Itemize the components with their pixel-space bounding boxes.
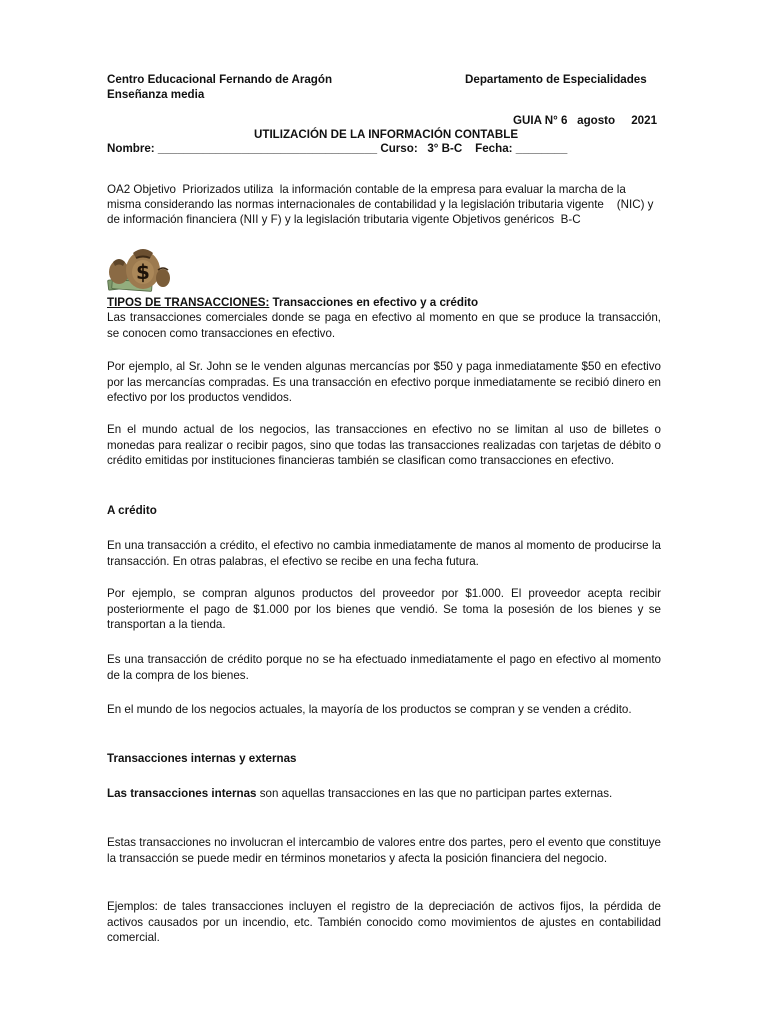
internal-paragraph-1 bbox=[107, 786, 661, 802]
credit-paragraph-1: En una transacción a crédito, el efectivo no cambia inmediatamente de manos al momento de producirse la transacción. En otras palabras, el efectivo se recibe en una fecha futura. bbox=[107, 539, 661, 568]
credit-paragraph-3: Es una transacción de crédito porque no se ha efectuado inmediatamente el pago en efectivo al momento de la compra de los bienes. bbox=[107, 653, 661, 682]
cash-paragraph-3: En el mundo actual de los negocios, las transacciones en efectivo no se limitan al uso de billetes o monedas para realizar o recibir pagos, sino que todas las transacciones realizadas con tarjetas de débito o crédito emitidas por instituciones financieras también se clasifican como transacciones en efectivo. bbox=[107, 423, 661, 467]
internal-external-heading: Transacciones internas y externas bbox=[107, 752, 297, 765]
school-name: Centro Educacional Fernando de Aragón bbox=[107, 73, 333, 86]
credit-heading: A crédito bbox=[107, 504, 157, 517]
objective-text: OA2 Objetivo Priorizados utiliza la información contable de la empresa para evaluar la marcha de la misma considerando las normas internacionales de contabilidad y la legislación tributaria vigente (NIC) y de información financiera (NII y F) y la legislación tributaria vigente Objetivos genéricos B-C bbox=[107, 183, 657, 226]
guide-number: GUIA N° 6 agosto 2021 bbox=[513, 114, 658, 127]
svg-text:$: $ bbox=[136, 260, 150, 284]
money-bag-icon bbox=[106, 242, 170, 292]
section-title-rest: Transacciones en efectivo y a crédito bbox=[269, 296, 479, 309]
department-name: Departamento de Especialidades bbox=[465, 73, 647, 86]
student-form-line: Nombre: __________________________________ Curso: 3° B-C Fecha: ________ bbox=[107, 142, 568, 155]
credit-paragraph-4: En el mundo de los negocios actuales, la mayoría de los productos se compran y se venden a crédito. bbox=[107, 703, 632, 716]
education-level: Enseñanza media bbox=[107, 88, 205, 101]
section-title-underlined: TIPOS DE TRANSACCIONES: bbox=[107, 296, 270, 309]
credit-paragraph-2: Por ejemplo, se compran algunos productos del proveedor por $1.000. El proveedor acepta recibir posteriormente el pago de $1.000 por los bienes que vendió. Se toma la posesión de los bienes y se transportan a la tienda. bbox=[107, 587, 661, 631]
internal-paragraph-2: Estas transacciones no involucran el intercambio de valores entre dos partes, pero el evento que constituye la transacción se puede medir en términos monetarios y afecta la posición financiera del negocio. bbox=[107, 836, 661, 865]
internal-definition: son aquellas transacciones en las que no participan partes externas. bbox=[256, 787, 613, 800]
section-title-transactions bbox=[107, 295, 478, 310]
cash-paragraph-1: Las transacciones comerciales donde se paga en efectivo al momento en que se produce la transacción, se conocen como transacciones en efectivo. bbox=[107, 311, 661, 340]
cash-paragraph-2: Por ejemplo, al Sr. John se le venden algunas mercancías por $50 y paga inmediatamente $50 en efectivo por las mercancías compradas. Es una transacción en efectivo porque inmediatamente se recibió dinero en efectivo por los productos vendidos. bbox=[107, 360, 661, 404]
internal-term: Las transacciones internas bbox=[107, 787, 257, 800]
internal-paragraph-3: Ejemplos: de tales transacciones incluyen el registro de la depreciación de activos fijos, la pérdida de activos causados por un incendio, etc. También conocido como movimientos de ajustes en contabilidad comercial. bbox=[107, 900, 661, 944]
document-title: UTILIZACIÓN DE LA INFORMACIÓN CONTABLE bbox=[254, 128, 519, 141]
